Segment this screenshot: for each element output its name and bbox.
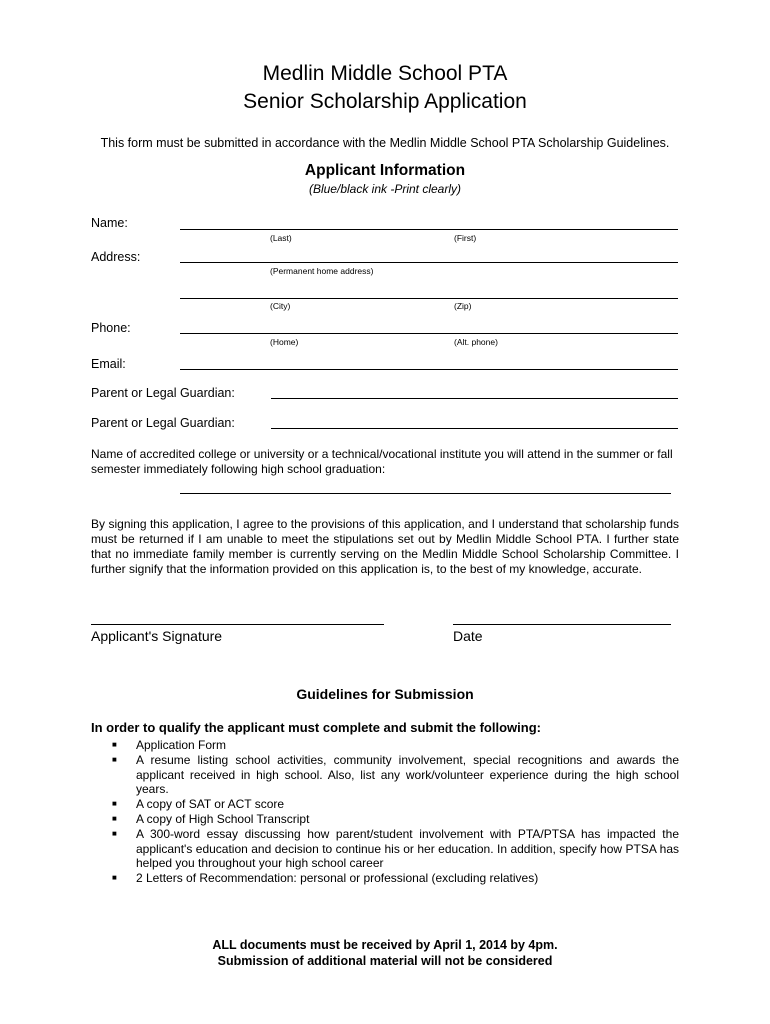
list-item: ■ A 300-word essay discussing how parent/student involvement with PTA/PTSA has impacted the applicant's education and decision to continue his or her education. In addition, specify how PTSA has helped you throughout your high school career <box>112 826 679 871</box>
city-zip-field-line[interactable] <box>180 298 678 299</box>
phone-label: Phone: <box>91 321 131 335</box>
bullet-icon: ■ <box>112 828 117 838</box>
college-question: Name of accredited college or university or a technical/vocational institute you will attend in the summer or fall semester immediately following high school graduation: <box>91 447 673 476</box>
guidelines-heading: Guidelines for Submission <box>296 686 474 702</box>
address-label: Address: <box>91 250 141 264</box>
guardian2-field-line[interactable] <box>271 428 678 429</box>
first-name-caption: (First) <box>454 233 477 243</box>
alt-phone-caption: (Alt. phone) <box>454 337 498 347</box>
agreement-text: By signing this application, I agree to the provisions of this application, and I understand that scholarship funds must be returned if I am unable to meet the stipulations set out by Medlin Middle School PTA. I further state that no immediate family member is currently serving on the Medlin Middle School Scholarship Committee. I further signify that the information provided on this application is, to the best of my knowledge, accurate. <box>91 517 679 576</box>
intro-text: This form must be submitted in accordance with the Medlin Middle School PTA Scholarship Guidelines. <box>100 136 670 150</box>
guardian2-label: Parent or Legal Guardian: <box>91 416 235 430</box>
bullet-icon: ■ <box>112 754 117 764</box>
email-field-line[interactable] <box>180 369 678 370</box>
list-item: ■ 2 Letters of Recommendation: personal or professional (excluding relatives) <box>112 871 539 886</box>
applicant-heading: Applicant Information <box>304 162 466 179</box>
bullet-icon: ■ <box>112 740 117 749</box>
additional-material-note: Submission of additional material will not be considered <box>217 954 553 968</box>
form-subtitle: Senior Scholarship Application <box>243 90 527 113</box>
city-caption: (City) <box>270 301 291 311</box>
zip-caption: (Zip) <box>454 301 472 311</box>
college-field-line[interactable] <box>180 493 671 494</box>
form-title: Medlin Middle School PTA <box>262 62 508 85</box>
name-field-line[interactable] <box>180 229 678 230</box>
guardian1-label: Parent or Legal Guardian: <box>91 386 235 400</box>
list-item: ■ A copy of High School Transcript <box>112 811 310 826</box>
list-item: ■ A resume listing school activities, community involvement, special recognitions and awards the applicant received in high school. Also, list any work/volunteer experience during the high school years. <box>112 752 679 797</box>
phone-field-line[interactable] <box>180 333 678 334</box>
bullet-icon: ■ <box>112 873 117 883</box>
home-phone-caption: (Home) <box>270 337 299 347</box>
date-line[interactable] <box>453 624 671 625</box>
last-name-caption: (Last) <box>270 233 292 243</box>
email-label: Email: <box>91 357 126 371</box>
signature-line[interactable] <box>91 624 384 625</box>
name-label: Name: <box>91 216 128 230</box>
guidelines-list <box>112 738 679 886</box>
permanent-address-caption: (Permanent home address) <box>270 266 374 276</box>
bullet-icon: ■ <box>112 799 117 809</box>
applicant-subheading: (Blue/black ink -Print clearly) <box>308 182 462 196</box>
deadline-text: ALL documents must be received by April 1, 2014 by 4pm. <box>212 938 558 952</box>
guidelines-intro: In order to qualify the applicant must complete and submit the following: <box>91 720 541 735</box>
list-item: ■ A copy of SAT or ACT score <box>112 797 285 812</box>
guardian1-field-line[interactable] <box>271 398 678 399</box>
address-field-line[interactable] <box>180 262 678 263</box>
date-label: Date <box>453 628 483 644</box>
list-item: ■ Application Form <box>112 738 227 752</box>
bullet-icon: ■ <box>112 813 117 823</box>
signature-label: Applicant's Signature <box>91 628 223 644</box>
